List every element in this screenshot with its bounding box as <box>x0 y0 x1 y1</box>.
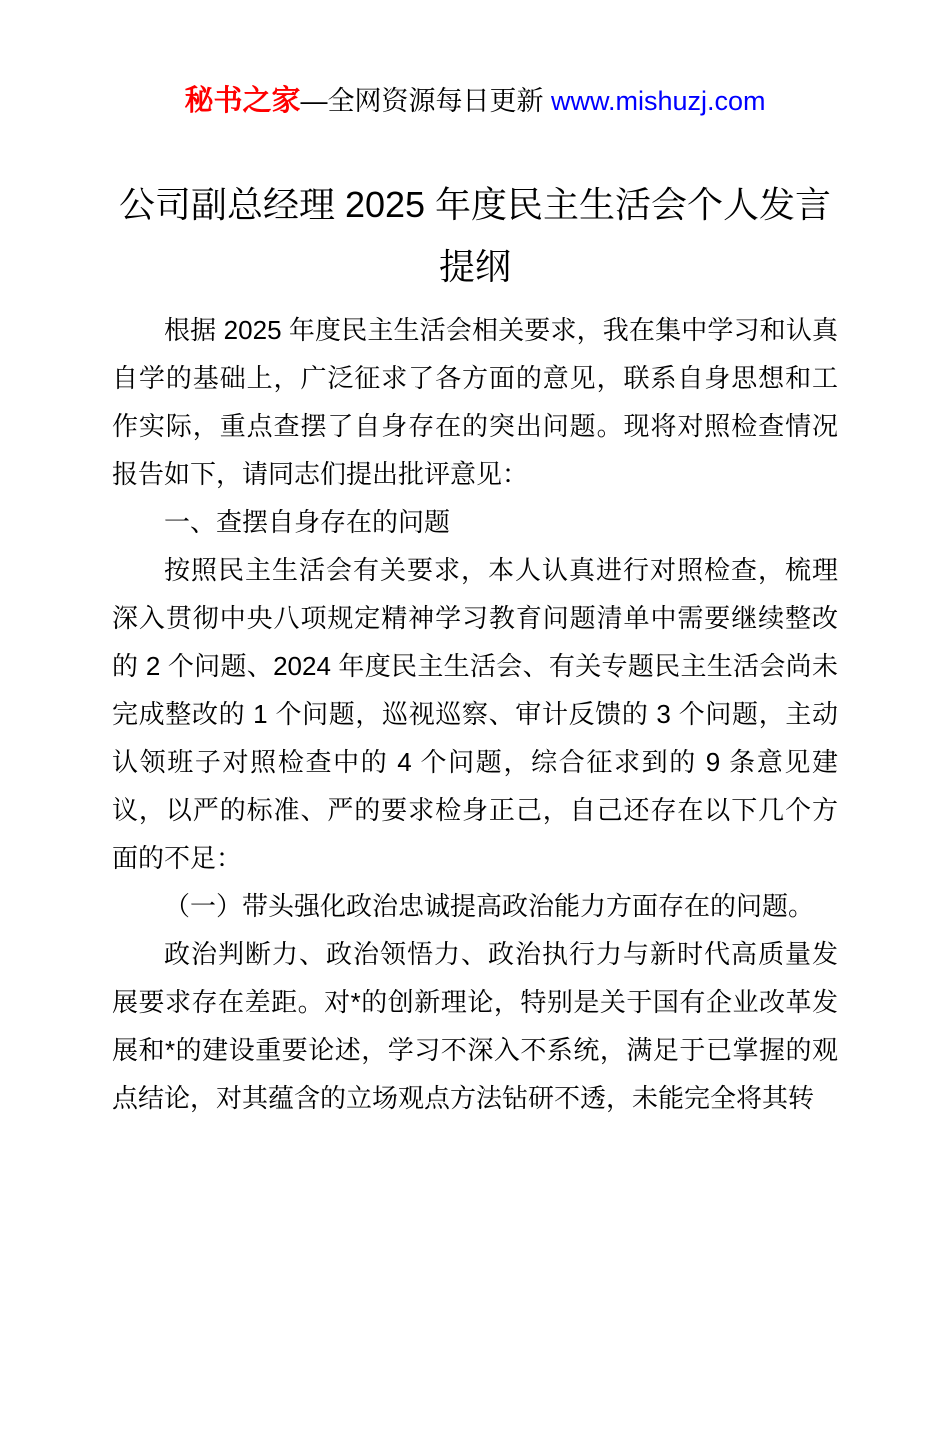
promo-header <box>0 85 950 118</box>
paragraph-intro: 根据 2025 年度民主生活会相关要求，我在集中学习和认真自学的基础上，广泛征求了各方面的意见，联系自身思想和工作实际，重点查摆了自身存在的突出问题。现将对照检查情况报告如下，请同志们提出批评意见： <box>112 315 838 489</box>
site-url-link[interactable]: www.mishuzj.com <box>550 86 766 116</box>
document-title: 公司副总经理 2025 年度民主生活会个人发言提纲 <box>118 184 832 287</box>
document-page <box>0 85 950 1429</box>
document-body <box>112 306 838 1122</box>
section-heading-1: 一、查摆自身存在的问题 <box>164 507 451 537</box>
subsection-heading-1: （一）带头强化政治忠诚提高政治能力方面存在的问题。 <box>164 891 815 921</box>
site-name: 秘书之家 <box>184 85 301 117</box>
paragraph-detail: 政治判断力、政治领悟力、政治执行力与新时代高质量发展要求存在差距。对*的创新理论，特别是关于国有企业改革发展和*的建设重要论述，学习不深入不系统，满足于已掌握的观点结论，对其蕴含的立场观点方法钻研不透，未能完全将其转 <box>112 939 838 1113</box>
paragraph-overview: 按照民主生活会有关要求，本人认真进行对照检查，梳理深入贯彻中央八项规定精神学习教育问题清单中需要继续整改的 2 个问题、2024 年度民主生活会、有关专题民主生活会尚未完成整改的 1 个问题，巡视巡察、审计反馈的 3 个问题，主动认领班子对照检查中的 4 个问题，综合征求到的 9 条意见建议，以严的标准、严的要求检身正己，自己还存在以下几个方面的不足： <box>112 555 838 873</box>
site-tagline: —全网资源每日更新 <box>300 86 551 116</box>
